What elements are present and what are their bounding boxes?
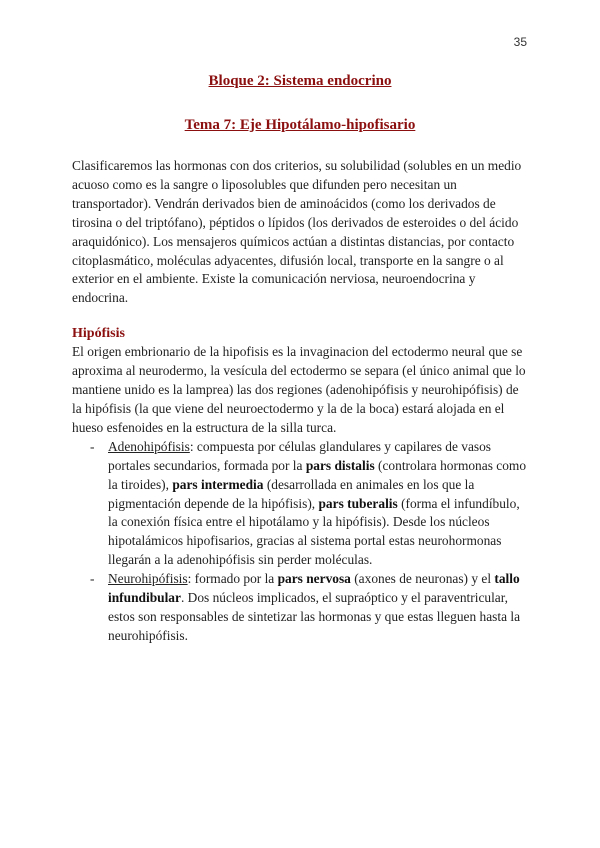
bold-term: pars tuberalis [318,495,398,511]
item-text: . Dos núcleos implicados, el supraóptico y el paraventricular, estos son responsables de sintetizar las hormonas y que estas lleguen hasta la neurohipófisis. [108,590,521,643]
item-text: : formado por la [187,571,278,587]
list-dash: - [90,571,95,587]
page-number: 35 [513,35,527,49]
block-title: Bloque 2: Sistema endocrino [208,73,392,89]
hipofisis-list [72,438,528,646]
item-text: (controlara hormonas como la tiroides), [108,457,527,492]
section-heading-hipofisis: Hipófisis [72,326,125,342]
bold-term: tallo infundibular [108,571,520,606]
term-neurohipofisis: Neurohipófisis [108,571,188,587]
bold-term: pars intermedia [172,476,264,492]
document-body [72,157,528,646]
item-text: (axones de neuronas) y el [350,571,495,587]
list-item-adenohipofisis [72,438,528,570]
bold-term: pars nervosa [277,571,351,587]
intro-paragraph: Clasificaremos las hormonas con dos criterios, su solubilidad (solubles en un medio acuoso como es la sangre o liposolubles que difunden pero necesitan un transportador). Vendrán derivados bien de aminoácidos (como los derivados de tirosina o del triptófano), péptidos o lípidos (los derivados de esteroides o del ácido araquidónico). Los mensajeros químicos actúan a distintas distancias, por contacto citoplasmático, moléculas adyacentes, difusión local, transporte en la sangre o al exterior en el ambiente. Existe la comunicación nerviosa, neuroendocrina y endocrina. [72,158,522,306]
topic-title: Tema 7: Eje Hipotálamo-hipofisario [184,117,416,133]
item-text: (forma el infundíbulo, la conexión física entre el hipotálamo y la hipófisis). Desde los núcleos hipotalámicos hipofisarios, gracias al sistema portal estas neurohormonas llegarán a la adenohipófisis sin perder moléculas. [108,495,520,568]
bold-term: pars distalis [305,457,375,473]
hipofisis-paragraph: El origen embrionario de la hipofisis es la invaginacion del ectodermo neural que se aproxima al neurodermo, la vesícula del ectodermo se separa (el único animal que lo mantiene unido es la lamprea) las dos regiones (adenohipófisis y neurohipófisis) de la hipófisis (la que viene del neuroectodermo y la de la boca) estará alojada en el hueso esfenoides en la estructura de la silla turca. [72,344,526,435]
term-adenohipofisis: Adenohipófisis [108,438,190,454]
item-text: : compuesta por células glandulares y capilares de vasos portales secundarios, formada por la [108,438,492,473]
list-item-neurohipofisis [72,570,528,646]
item-text: (desarrollada en animales en los que la pigmentación depende de la hipófisis), [108,476,475,511]
list-dash: - [90,438,95,454]
